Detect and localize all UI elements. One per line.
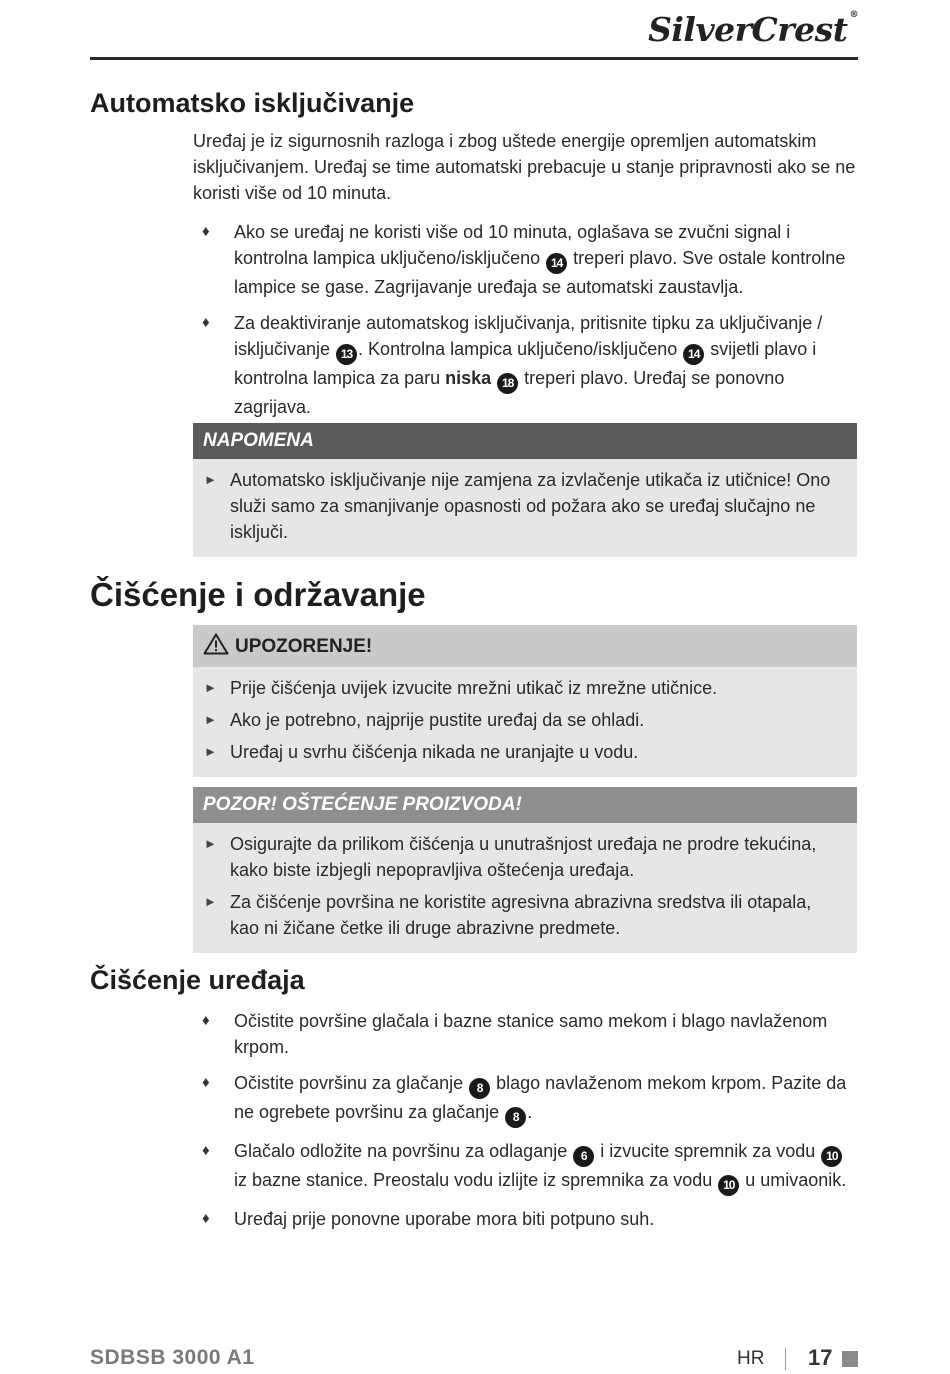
list-item: ♦ Glačalo odložite na površinu za odlaganje 6 i izvucite spremnik za vodu 10 iz bazne stanice. Preostalu vodu izlijte iz spremnika za vodu 10 u umivaonik. bbox=[193, 1138, 858, 1196]
list-item: ► Automatsko isključivanje nije zamjena za izvlačenje utikača iz utičnice! Ono služi samo za smanjivanje opasnosti od požara ako se uređaj slučajno ne isključi. bbox=[193, 467, 857, 545]
list-item: ► Osigurajte da prilikom čišćenja u unutrašnjost uređaja ne prodre tekućina, kako biste izbjegli nepopravljiva oštećenja uređaja. bbox=[193, 831, 857, 883]
list-item: ♦ Uređaj prije ponovne uporabe mora biti potpuno suh. bbox=[193, 1206, 858, 1232]
diamond-bullet-icon: ♦ bbox=[202, 314, 210, 331]
arrow-bullet-icon: ► bbox=[204, 836, 217, 851]
diamond-bullet-icon: ♦ bbox=[202, 1142, 210, 1159]
header-rule bbox=[90, 57, 858, 60]
callout-number: 8 bbox=[469, 1078, 490, 1099]
warning-box-title: UPOZORENJE! bbox=[193, 625, 857, 667]
callout-number: 13 bbox=[336, 344, 357, 365]
list-item: ► Za čišćenje površina ne koristite agresivna abrazivna sredstva ili otapala, kao ni žičane četke ili druge abrazivne predmete. bbox=[193, 889, 857, 941]
arrow-bullet-icon: ► bbox=[204, 894, 217, 909]
callout-number: 10 bbox=[718, 1175, 739, 1196]
list-item: ♦ Očistite površine glačala i bazne stanice samo mekom i blago navlaženom krpom. bbox=[193, 1008, 858, 1060]
caution-box bbox=[193, 787, 857, 953]
section-title-auto-off: Automatsko isključivanje bbox=[90, 88, 415, 118]
callout-number: 18 bbox=[497, 373, 518, 394]
note-box-title: NAPOMENA bbox=[193, 423, 857, 459]
bullet-list-device-cleaning bbox=[193, 1008, 858, 1242]
page-number: 17 bbox=[808, 1345, 833, 1370]
callout-number: 6 bbox=[573, 1146, 594, 1167]
callout-number: 14 bbox=[546, 253, 567, 274]
bullet-list-auto-off bbox=[193, 219, 858, 430]
list-item: ► Prije čišćenja uvijek izvucite mrežni utikač iz mrežne utičnice. bbox=[193, 675, 857, 701]
arrow-bullet-icon: ► bbox=[204, 680, 217, 695]
arrow-bullet-icon: ► bbox=[204, 712, 217, 727]
warning-triangle-icon bbox=[203, 633, 229, 655]
section-intro: Uređaj je iz sigurnosnih razloga i zbog uštede energije opremljen automatskim isključivanjem. Uređaj se time automatski prebacuje u stanje pripravnosti ako se ne koristi više od 10 minuta. bbox=[193, 131, 856, 203]
callout-number: 10 bbox=[821, 1146, 842, 1167]
list-item: ♦ Očistite površinu za glačanje 8 blago navlaženom mekom krpom. Pazite da ne ogrebete površinu za glačanje 8 . bbox=[193, 1070, 858, 1128]
diamond-bullet-icon: ♦ bbox=[202, 223, 210, 240]
callout-number: 14 bbox=[683, 344, 704, 365]
arrow-bullet-icon: ► bbox=[204, 744, 217, 759]
diamond-bullet-icon: ♦ bbox=[202, 1012, 210, 1029]
callout-number: 8 bbox=[505, 1107, 526, 1128]
list-item: ► Uređaj u svrhu čišćenja nikada ne uranjajte u vodu. bbox=[193, 739, 857, 765]
footer-square-icon bbox=[842, 1351, 858, 1367]
footer-divider bbox=[785, 1348, 786, 1370]
footer-language: HR bbox=[737, 1348, 765, 1369]
list-item: ♦ Za deaktiviranje automatskog isključivanja, pritisnite tipku za uključivanje / isključivanje 13 . Kontrolna lampica uključeno/isključeno 14 svijetli plavo i kontrolna lampica za paru niska 18 treperi plavo. Uređaj se ponovno zagrijava. bbox=[193, 310, 858, 420]
diamond-bullet-icon: ♦ bbox=[202, 1074, 210, 1091]
list-item: ♦ Ako se uređaj ne koristi više od 10 minuta, oglašava se zvučni signal i kontrolna lampica uključeno/isključeno 14 treperi plavo. Sve ostale kontrolne lampice se gase. Zagrijavanje uređaja se automatski zaustavlja. bbox=[193, 219, 858, 300]
arrow-bullet-icon: ► bbox=[204, 472, 217, 487]
list-item: ► Ako je potrebno, najprije pustite uređaj da se ohladi. bbox=[193, 707, 857, 733]
brand-logo: SilverCrest ® bbox=[648, 10, 858, 49]
caution-box-title: POZOR! OŠTEĆENJE PROIZVODA! bbox=[193, 787, 857, 823]
footer-model: SDBSB 3000 A1 bbox=[90, 1346, 255, 1369]
warning-box bbox=[193, 625, 857, 777]
note-box bbox=[193, 423, 857, 557]
section-title-cleaning: Čišćenje i održavanje bbox=[90, 576, 426, 613]
section-title-device-cleaning: Čišćenje uređaja bbox=[90, 965, 305, 995]
diamond-bullet-icon: ♦ bbox=[202, 1210, 210, 1227]
